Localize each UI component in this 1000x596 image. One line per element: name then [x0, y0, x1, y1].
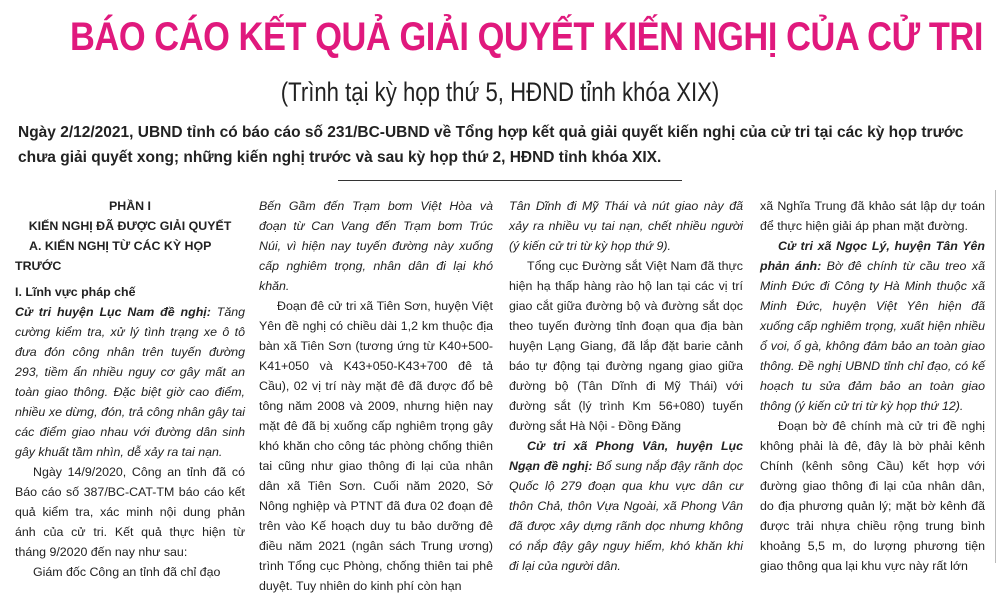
subtitle: (Trình tại kỳ họp thứ 5, HĐND tỉnh khóa XIX)	[280, 77, 720, 107]
voter-label: Cử tri xã Ngọc Lý, huyện Tân Yên phản ánh:	[760, 239, 985, 273]
article-columns	[0, 196, 1000, 593]
body-paragraph: Tổng cục Đường sắt Việt Nam đã thực hiện hạ thấp hàng rào hộ lan tại các vị trí giao cắt giữa đường bộ và đường sắt dọc theo tuyến đường tỉnh đoạn qua địa bàn huyện Lạng Giang, đã lắp đặt barie cảnh báo tự động tại đường ngang giao giữa đường bộ (Tân Dĩnh đi Mỹ Thái) với đường sắt (lý trình Km 56+080) tuyến đường sắt Hà Nội - Đồng Đăng	[509, 259, 743, 433]
body-paragraph: Đoạn bờ đê chính mà cử tri đề nghị không phải là đê, đây là bờ phải kênh Chính (kênh sông Cầu) kết hợp với đường giao thông đi lại của nhân dân, do địa phương quản lý; mặt bờ kênh đã được trải nhựa chiều rộng trung bình khoảng 5,5 m, do lượng phương tiện giao thông qua lại khu vực này rất lớn	[760, 419, 985, 573]
divider-rule	[338, 180, 682, 181]
column-2	[259, 196, 493, 593]
voter-label: Cử tri huyện Lục Nam đề nghị:	[15, 305, 211, 319]
body-paragraph: Giám đốc Công an tỉnh đã chỉ đạo	[33, 565, 221, 579]
part-heading: PHẦN I	[109, 199, 151, 213]
body-paragraph: Tân Dĩnh đi Mỹ Thái và nút giao này đã xảy ra nhiều vụ tai nạn, chết nhiều người (ý kiến cử tri từ kỳ họp thứ 9).	[509, 199, 743, 253]
voter-request-1	[15, 302, 245, 462]
headline: BÁO CÁO KẾT QUẢ GIẢI QUYẾT KIẾN NGHỊ CỦA CỬ TRI	[70, 15, 983, 59]
lede-paragraph: Ngày 2/12/2021, UBND tỉnh có báo cáo số 231/BC-UBND về Tổng hợp kết quả giải quyết kiến nghị của cử tri tại các kỳ họp trước chưa giải quyết xong; những kiến nghị trước và sau kỳ họp thứ 2, HĐND tỉnh khóa XIX.	[18, 124, 964, 166]
field-heading: I. Lĩnh vực pháp chế	[15, 285, 136, 299]
body-paragraph: Đoạn đê cử tri xã Tiên Sơn, huyện Việt Yên đề nghị có chiều dài 1,2 km thuộc địa bàn xã Tiên Sơn (tương ứng từ K40+500-K41+050 và K43+050-K43+700 đê tả Cầu), 02 vị trí này mặt đê đã được đổ bê tông năm 2008 và 2009, nhưng hiện nay mặt đê đã bị xuống cấp nghiêm trọng gây khó khăn cho công tác phòng chống thiên tai cũng như giao thông đi lại của nhân dân xã Tiên Sơn. Cuối năm 2020, Sở Nông nghiệp và PTNT đã đưa 02 đoạn đê trên vào Kế hoạch duy tu bảo dưỡng đê điều năm 2021 (ngân sách Trung ương) trình Tổng cục Phòng, chống thiên tai phê duyệt. Tuy nhiên do kinh phí còn hạn	[259, 299, 493, 593]
body-paragraph: Bến Gầm đến Trạm bơm Việt Hòa và đoạn từ Can Vang đến Trạm bơm Trúc Núi, vì hiện nay tuyến đường này xuống cấp nghiêm trọng, nhân dân đi lại khó khăn.	[259, 199, 493, 293]
body-paragraph: Ngày 14/9/2020, Công an tỉnh đã có Báo cáo số 387/BC-CAT-TM báo cáo kết quả kiểm tra, xác minh nội dung phản ánh của cử tri. Kết quả thực hiện từ tháng 9/2020 đến nay như sau:	[15, 465, 245, 559]
part-title: KIẾN NGHỊ ĐÃ ĐƯỢC GIẢI QUYẾT	[28, 219, 232, 233]
voter-text: Tăng cường kiểm tra, xử lý tình trạng xe ô tô đưa đón công nhân trên tuyến đường 293, tiềm ẩn nhiều nguy cơ gây mất an toàn giao thông. Đặc biệt giờ cao điểm, nhiều xe dừng, đón, trả công nhân gây tai các điểm giao nhau với đường dân sinh gây khuất tầm nhìn, dễ xảy ra tai nạn.	[15, 305, 245, 459]
section-a-heading: A. KIẾN NGHỊ TỪ CÁC KỲ HỌP TRƯỚC	[15, 239, 212, 273]
body-paragraph: xã Nghĩa Trung đã khảo sát lập dự toán để thực hiện giải áp phan mặt đường.	[760, 199, 985, 233]
column-1	[15, 196, 245, 579]
voter-request-3	[760, 236, 985, 416]
voter-label: Cử tri xã Phong Vân, huyện Lục Ngạn đề nghị:	[509, 439, 743, 473]
voter-request-2	[509, 436, 743, 576]
column-3	[509, 196, 743, 573]
voter-text: Bổ sung nắp đậy rãnh dọc Quốc lộ 279 đoạn qua khu vực dân cư thôn Chả, thôn Vựa Ngoài, xã Phong Vân đã được xây dựng rãnh dọc nhưng không có nắp đậy gây nguy hiểm, khó khăn khi đi lại của người dân.	[509, 459, 743, 573]
page-edge-line	[995, 190, 996, 563]
column-4	[760, 196, 985, 573]
voter-text: Bờ đê chính từ cầu treo xã Minh Đức đi Công ty Hà Minh thuộc xã Minh Đức, huyện Việt Yên hiện đã xuống cấp nghiêm trọng, xuất hiện nhiều ổ voi, ổ gà, không đảm bảo an toàn giao thông. Đề nghị UBND tỉnh chỉ đạo, có kế hoạch tu sửa đảm bảo an toàn giao thông (ý kiến cử tri từ kỳ họp thứ 12).	[760, 259, 985, 413]
